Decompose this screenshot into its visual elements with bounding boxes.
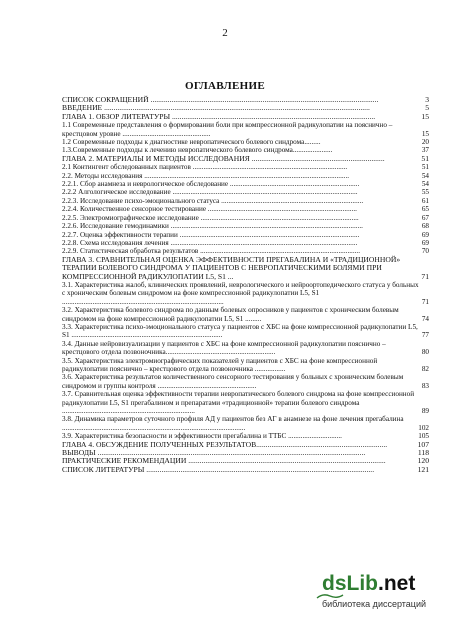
toc-entry bbox=[62, 466, 429, 474]
toc-entry-title: ВЫВОДЫ ............................................................................................................................................. bbox=[62, 448, 366, 458]
toc-entry-page: 89 bbox=[421, 407, 429, 416]
toc-entry-page: 120 bbox=[417, 456, 429, 466]
toc-entry-title: 3.8. Динамика параметров суточного профиля АД у пациентов без АГ в анамнезе на фоне лечения прегабалина ...................................................................................................... bbox=[62, 415, 404, 432]
toc-entry bbox=[62, 188, 429, 196]
toc-entry bbox=[62, 205, 429, 213]
toc-entry bbox=[62, 281, 429, 306]
toc-entry-page: 54 bbox=[421, 171, 429, 180]
toc-entry-page: 105 bbox=[418, 432, 429, 441]
toc-entry-page: 15 bbox=[421, 129, 429, 138]
toc-entry bbox=[62, 163, 429, 171]
toc-entry-title: ГЛАВА 1. ОБЗОР ЛИТЕРАТУРЫ ........................................................................................................... bbox=[62, 111, 376, 121]
table-of-contents bbox=[62, 96, 429, 474]
toc-entry-title: СПИСОК СОКРАЩЕНИЙ ........................................................................................................................ bbox=[62, 95, 379, 104]
toc-entry bbox=[62, 172, 429, 180]
toc-heading: ОГЛАВЛЕНИЕ bbox=[185, 80, 265, 92]
toc-entry bbox=[62, 113, 429, 121]
toc-entry-title: СПИСОК ЛИТЕРАТУРЫ ........................................................................................................................ bbox=[62, 464, 375, 474]
toc-entry bbox=[62, 357, 429, 374]
toc-entry-title: 1.3.Современные подходы к лечению невропатического болевого синдрома...................... bbox=[62, 146, 333, 155]
toc-entry-title: 3.2. Характеристика болевого синдрома по данным болевых опросников у пациентов с хроническим болевым синдромом на фоне компрессионной радикулопатии L5, S1 ......... bbox=[62, 306, 399, 323]
toc-entry-title: 3.4. Данные нейровизуализации у пациентов с ХБС на фоне компрессионной радикулопатии пояснично – крестцового отдела позвоночника............................................................. bbox=[62, 339, 386, 357]
toc-entry-title: 1.2 Современные подходы к диагностике невропатического болевого синдрома......... bbox=[62, 138, 321, 147]
toc-entry-page: 67 bbox=[421, 213, 429, 222]
toc-entry-title: ГЛАВА 2. МАТЕРИАЛЫ И МЕТОДЫ ИССЛЕДОВАНИЯ ...................................................................... bbox=[62, 153, 385, 163]
toc-entry-title: 3.1. Характеристика жалоб, клинических проявлений, неврологического и нейроортопедического статуса у больных с хроническим болевым синдромом на фоне компрессионной радикулопатии L5, S1 .......................................................................................... bbox=[62, 280, 419, 306]
toc-entry-title: 3.9. Характеристика безопасности и эффективности прегабалина и ТТБС .............................. bbox=[62, 432, 342, 441]
toc-entry-title: 2.2.3. Исследование психо-эмоционального статуса ............................................................................... bbox=[62, 196, 364, 205]
toc-entry-page: 51 bbox=[421, 163, 429, 172]
toc-entry-page: 69 bbox=[421, 238, 429, 247]
toc-entry-title: ПРАКТИЧЕСКИЕ РЕКОМЕНДАЦИИ ........................................................................................................ bbox=[62, 456, 386, 466]
toc-entry-title: 2.2.4. Количественное сенсорное тестирование ................................................................................... bbox=[62, 205, 357, 214]
toc-entry bbox=[62, 256, 429, 281]
toc-entry-page: 54 bbox=[421, 180, 429, 189]
toc-entry-title: ВВЕДЕНИЕ ............................................................................................................................................ bbox=[62, 103, 370, 113]
toc-entry-page: 107 bbox=[417, 439, 429, 449]
toc-entry bbox=[62, 180, 429, 188]
toc-entry-title: 3.6. Характеристика результатов количественного сенсорного тестирования у больных с хроническим болевым синдромом и группы контроля ....................................................... bbox=[62, 373, 404, 390]
toc-entry-title: 1.1 Современные представления о формировании боли при компрессионной радикулопатии на пояснично – крестцовом уровне ................................................. bbox=[62, 121, 393, 138]
toc-entry bbox=[62, 121, 429, 138]
toc-entry-page: 3 bbox=[425, 95, 429, 104]
toc-entry-title: 3.5. Характеристика электромиографических показателей у пациентов с ХБС на фоне компрессионной радикулопатии пояснично – крестцового отдела позвоночника ................. bbox=[62, 356, 378, 373]
toc-entry-page: 37 bbox=[421, 146, 429, 155]
toc-entry bbox=[62, 415, 429, 432]
toc-entry-page: 82 bbox=[421, 365, 429, 373]
toc-entry-page: 15 bbox=[421, 111, 429, 121]
watermark-subtitle: библиотека диссертаций bbox=[322, 599, 427, 609]
toc-entry bbox=[62, 214, 429, 222]
page-number: 2 bbox=[222, 27, 228, 39]
toc-entry-title: 2.2.2 Алгологическое исследование ....................................................................................................... bbox=[62, 188, 358, 197]
toc-entry bbox=[62, 155, 429, 163]
toc-entry-title: 2.2.8. Схема исследования лечения ........................................................................................................ bbox=[62, 238, 358, 247]
toc-entry bbox=[62, 239, 429, 247]
toc-entry bbox=[62, 373, 429, 390]
toc-entry-page: 68 bbox=[421, 222, 429, 231]
toc-entry bbox=[62, 390, 429, 415]
toc-entry-title: 3.3. Характеристика психо-эмоционального статуса у пациентов с ХБС на фоне компрессионной радикулопатии L5, S1 .................................................................................... bbox=[62, 322, 418, 340]
watermark bbox=[322, 572, 444, 612]
toc-entry-page: 102 bbox=[418, 423, 429, 432]
toc-entry-page: 61 bbox=[421, 196, 429, 205]
toc-entry bbox=[62, 222, 429, 230]
toc-entry-page: 71 bbox=[421, 297, 429, 306]
toc-entry-title: 2.2.5. Электромиографическое исследование ........................................................................................ bbox=[62, 213, 359, 222]
toc-entry bbox=[62, 231, 429, 239]
toc-entry-page: 70 bbox=[421, 247, 429, 256]
toc-entry-page: 55 bbox=[421, 188, 429, 197]
toc-entry-title: 2.1 Контингент обследованных пациентов ...................................................................................... bbox=[62, 163, 348, 172]
toc-entry-page: 121 bbox=[417, 464, 429, 474]
watermark-logo: dsLib.net bbox=[322, 572, 416, 595]
toc-entry-page: 71 bbox=[421, 271, 429, 281]
toc-entry bbox=[62, 306, 429, 323]
toc-entry-page: 80 bbox=[421, 348, 429, 357]
toc-entry bbox=[62, 340, 429, 357]
toc-entry-page: 118 bbox=[417, 448, 429, 458]
toc-entry-title: ГЛАВА 4. ОБСУЖДЕНИЕ ПОЛУЧЕННЫХ РЕЗУЛЬТАТОВ..................................................................... bbox=[62, 439, 388, 449]
toc-entry-page: 83 bbox=[421, 381, 429, 390]
toc-entry-page: 77 bbox=[421, 331, 429, 340]
toc-entry-title: 2.2.9. Статистическая обработка результатов ......................................................................................... bbox=[62, 247, 361, 256]
toc-entry-page: 69 bbox=[421, 230, 429, 239]
toc-entry bbox=[62, 197, 429, 205]
toc-entry bbox=[62, 323, 429, 340]
toc-entry-page: 74 bbox=[421, 314, 429, 323]
toc-entry-page: 51 bbox=[421, 153, 429, 163]
toc-entry-page: 65 bbox=[421, 205, 429, 214]
toc-entry-title: 3.7. Сравнительная оценка эффективности терапии невропатического болевого синдрома на фоне компрессионной радикулопатии L5, S1 прегабалином и препаратами «традиционной» терапии болевого синдрома .......................................................................... bbox=[62, 390, 415, 416]
toc-entry-title: 2.2.6. Исследование гемодинамики ........................................................................................................... bbox=[62, 222, 363, 231]
toc-entry-title: 2.2.1. Сбор анамнеза и неврологическое обследование ........................................................................ bbox=[62, 180, 360, 189]
toc-entry bbox=[62, 138, 429, 146]
toc-entry-title: 2.2. Методы исследования .................................................................................................................. bbox=[62, 171, 350, 180]
toc-entry-title: ГЛАВА 3. СРАВНИТЕЛЬНАЯ ОЦЕНКА ЭФФЕКТИВНОСТИ ПРЕГАБАЛИНА И «ТРАДИЦИОННОЙ» ТЕРАПИИ БОЛЕВОГО СИНДРОМА У ПАЦИЕНТОВ С НЕВРОПАТИЧЕСКИМИ БОЛЯМИ ПРИ КОМПРЕССИОННОЙ РАДИКУЛОПАТИИ L5, S1 ... bbox=[62, 254, 401, 281]
toc-entry-title: 2.2.7. Оценка эффективности терапии .................................................................................................... bbox=[62, 230, 360, 239]
toc-entry-page: 20 bbox=[421, 138, 429, 147]
toc-entry-page: 5 bbox=[425, 103, 429, 113]
